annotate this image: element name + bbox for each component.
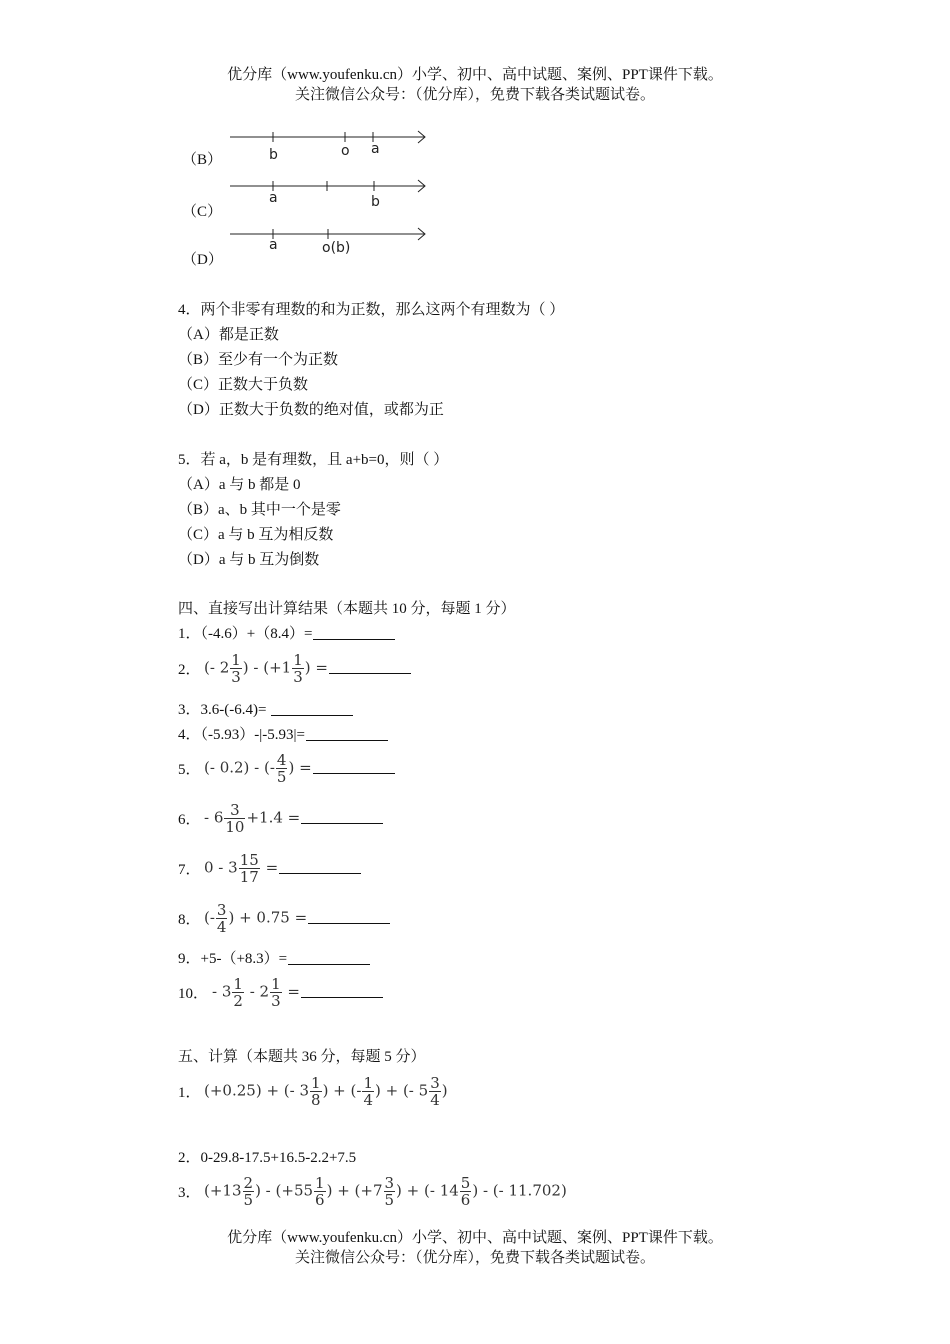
answer-blank (313, 772, 395, 774)
s5-problem-2: 2．0-29.8-17.5+16.5-2.2+7.5 (178, 1150, 357, 1166)
answer-blank (313, 638, 395, 640)
header-line-2: 关注微信公众号：（优分库），免费下载各类试题试卷。 (294, 87, 655, 103)
s4-item-2-index: 2． (178, 662, 201, 678)
answer-blank (288, 963, 370, 965)
header-line-1: 优分库（www.youfenku.cn）小学、初中、高中试题、案例、PPT课件下载。 (227, 67, 723, 83)
mark-b-o: o (341, 143, 350, 159)
s4-item-10 (178, 976, 383, 1009)
footer-line-1: 优分库（www.youfenku.cn）小学、初中、高中试题、案例、PPT课件下载。 (227, 1230, 723, 1246)
answer-blank (301, 822, 383, 824)
s4-item-1 (178, 624, 395, 644)
s4-item-1-text: 1．（-4.6）+（8.4）= (178, 626, 313, 642)
s4-item-6-expr: - 6 $\frac{3}{10}$ +1.4 = (204, 801, 301, 836)
s5-problem-1-index: 1． (178, 1085, 201, 1101)
s4-item-5-expr: (- 0.2) - (- $\frac{4}{5}$ ) = (204, 751, 312, 786)
s5-problem-1 (178, 1075, 448, 1108)
number-line-b (225, 126, 435, 166)
number-line-c (225, 175, 435, 215)
q5-stem: 5．若 a，b 是有理数，且 a+b=0，则（ ） (178, 452, 449, 468)
option-c-label: （C） (182, 204, 223, 220)
s5-problem-3-index: 3． (178, 1185, 201, 1201)
s4-item-4 (178, 725, 388, 745)
q4-option-c: （C）正数大于负数 (178, 377, 309, 393)
s5-problem-3-expr: (+13 $\frac{2}{5}$ ) - (+55 $\frac{1}{6}$ ) + (+7 $\frac{3}{5}$ ) + (- 14 $\frac{5}{6}$ ) - (- 11.702) (204, 1174, 567, 1209)
s4-item-7-expr: 0 - 3 $\frac{15}{17}$ = (204, 851, 279, 886)
q5-option-b: （B）a、b 其中一个是零 (178, 502, 341, 518)
mark-c-a: a (269, 190, 278, 206)
mark-d-a: a (269, 237, 278, 253)
s4-item-4-text: 4．（-5.93）-|-5.93|= (178, 727, 305, 743)
answer-blank (329, 672, 411, 674)
mark-d-ob: o(b) (322, 240, 351, 256)
mark-c-b: b (371, 194, 380, 210)
s4-item-6 (178, 802, 383, 835)
answer-blank (308, 922, 390, 924)
s5-problem-3 (178, 1175, 567, 1208)
option-d-label: （D） (182, 252, 223, 268)
answer-blank (271, 714, 353, 716)
s4-item-3 (178, 700, 353, 720)
option-b-label: （B） (182, 152, 223, 168)
s5-problem-1-expr: (+0.25) + (- 3 $\frac{1}{8}$ ) + (- $\frac{1}{4}$ ) + (- 5 $\frac{3}{4}$ ) (204, 1074, 448, 1109)
s4-item-10-index: 10． (178, 986, 209, 1002)
answer-blank (301, 996, 383, 998)
s4-item-2-expr: (- 2 $\frac{1}{3}$ ) - (+1 $\frac{1}{3}$ ) = (204, 651, 328, 686)
s4-item-8-index: 8． (178, 912, 201, 928)
mark-b-b: b (269, 147, 278, 163)
mark-b-a: a (371, 141, 380, 157)
q4-stem: 4．两个非零有理数的和为正数，那么这两个有理数为（ ） (178, 302, 565, 318)
number-line-d (225, 224, 435, 264)
s4-item-3-text: 3．3.6-(-6.4)= (178, 702, 271, 718)
answer-blank (306, 739, 388, 741)
q4-option-d: （D）正数大于负数的绝对值，或都为正 (178, 402, 444, 418)
answer-blank (279, 872, 361, 874)
s4-item-8 (178, 902, 390, 935)
s4-item-2 (178, 652, 411, 685)
s4-item-10-expr: - 3 $\frac{1}{2}$ - 2 $\frac{1}{3}$ = (212, 975, 300, 1010)
s4-item-9-text: 9．+5-（+8.3）= (178, 951, 288, 967)
section5-title: 五、计算（本题共 36 分，每题 5 分） (178, 1049, 426, 1065)
s4-item-7 (178, 852, 361, 885)
s4-item-5 (178, 752, 395, 785)
q4-option-a: （A）都是正数 (178, 327, 279, 343)
q5-option-c: （C）a 与 b 互为相反数 (178, 527, 334, 543)
q5-option-a: （A）a 与 b 都是 0 (178, 477, 301, 493)
s4-item-5-index: 5． (178, 762, 201, 778)
s4-item-7-index: 7． (178, 862, 201, 878)
s4-item-6-index: 6． (178, 812, 201, 828)
q5-option-d: （D）a 与 b 互为倒数 (178, 552, 320, 568)
q4-option-b: （B）至少有一个为正数 (178, 352, 339, 368)
section4-title: 四、直接写出计算结果（本题共 10 分，每题 1 分） (178, 601, 516, 617)
s4-item-9 (178, 949, 370, 969)
footer-line-2: 关注微信公众号：（优分库），免费下载各类试题试卷。 (294, 1250, 655, 1266)
s4-item-8-expr: (- $\frac{3}{4}$ ) + 0.75 = (204, 901, 308, 936)
